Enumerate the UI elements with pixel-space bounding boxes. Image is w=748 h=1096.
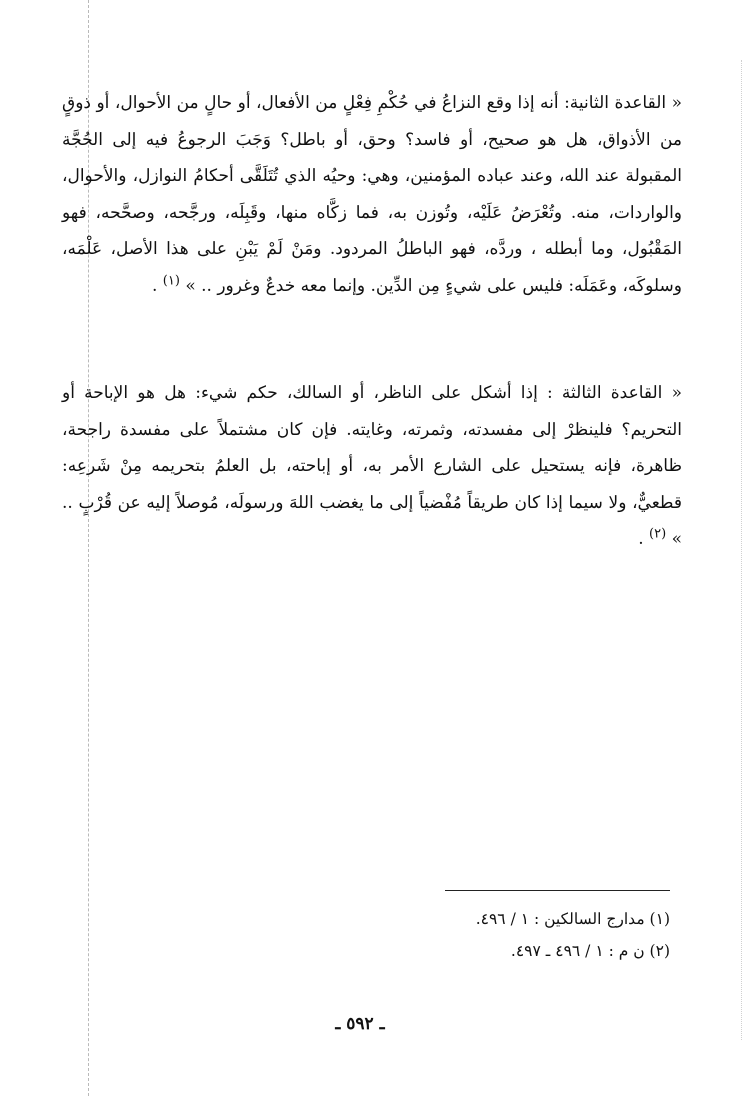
footnote-1: (١) مدارج السالكين : ١ / ٤٩٦. [475,910,670,928]
page-number: ـ ٥٩٢ ـ [335,1014,385,1034]
footnote-ref-1: (١) [162,273,180,289]
paragraph-second-rule: « القاعدة الثانية: أنه إذا وقع النزاعُ في حُكْمِ فِعْلٍ من الأفعال، أو حالٍ من الأحوال، أو ذوقٍ من الأذواق، هل هو صحيح، أو فاسد؟ وحق، أو باطل؟ وَجَبَ الرجوعُ فيه إلى الحُجَّة المقبولة عند الله، وعند عباده المؤمنين، وهي: وحيُه الذي تُتَلَقَّى أحكامُ النوازل، والأحوال، والواردات، منه. وتُعْرَضُ عَلَيْه، وتُوزن به، فما زكَّاه منها، وقَبِلَه، ورجَّحه، وصحَّحه، فهو المَقْبُول، وما أبطله ، وردَّه، فهو الباطلُ المردود. ومَنْ لَمْ يَبْنِ على هذا الأصل، عَلْمَه، وسلوكَه، وعَمَلَه: فليس على شيءٍ مِن الدِّين. وإنما معه خدعٌ وغرور .. » $^{(١)}$ . [62,93,682,296]
footnote-ref-2: (٢) [649,526,667,542]
paragraph-text: « القاعدة الثانية: أنه إذا وقع النزاعُ في حُكْمِ فِعْلٍ من الأفعال، أو حالٍ من الأحوال، أو ذوقٍ من الأذواق، هل هو صحيح، أو فاسد؟ وحق، أو باطل؟ وَجَبَ الرجوعُ فيه إلى الحُجَّة المقبولة عند الله، وعند عباده المؤمنين، وهي: وحيُه الذي تُتَلَقَّى أحكامُ النوازل، والأحوال، والواردات، منه. وتُعْرَضُ عَلَيْه، وتُوزن به، فما زكَّاه منها، وقَبِلَه، ورجَّحه، وصحَّحه، فهو المَقْبُول، وما أبطله ، وردَّه، فهو الباطلُ المردود. ومَنْ لَمْ يَبْنِ على هذا الأصل، عَلْمَه، وسلوكَه، وعَمَلَه: فليس على شيءٍ مِن الدِّين. وإنما معه خدعٌ وغرور .. » [62,93,682,296]
paragraph-text: « القاعدة الثالثة : إذا أشكل على الناظر، أو السالك، حكم شيء: هل هو الإباحة أو التحريم؟ فلينظرْ إلى مفسدته، وثمرته، وغايته. فإن كان مشتملاً على مفسدة راجحة، ظاهرة، فإنه يستحيل على الشارع الأمر به، أو إباحته، بل العلمُ بتحريمه مِنْ شَرعِه: قطعيٌّ، ولا سيما إذا كان طريقاً مُفْضياً إلى ما يغضب اللهَ ورسولَه، مُوصلاً إليه عن قُرْبٍ .. » [62,383,682,550]
footnote-2: (٢) ن م : ١ / ٤٩٦ ـ ٤٩٧. [510,942,670,960]
footnotes [300,903,670,967]
paragraph-third-rule: « القاعدة الثالثة : إذا أشكل على الناظر، أو السالك، حكم شيء: هل هو الإباحة أو التحريم؟ فلينظرْ إلى مفسدته، وثمرته، وغايته. فإن كان مشتملاً على مفسدة راجحة، ظاهرة، فإنه يستحيل على الشارع الأمر به، أو إباحته، بل العلمُ بتحريمه مِنْ شَرعِه: قطعيٌّ، ولا سيما إذا كان طريقاً مُفْضياً إلى ما يغضب اللهَ ورسولَه، مُوصلاً إليه عن قُرْبٍ .. » $^{(٢)}$ . [62,383,682,550]
scan-edge-dots [741,60,742,1040]
footnote-separator [445,890,670,891]
